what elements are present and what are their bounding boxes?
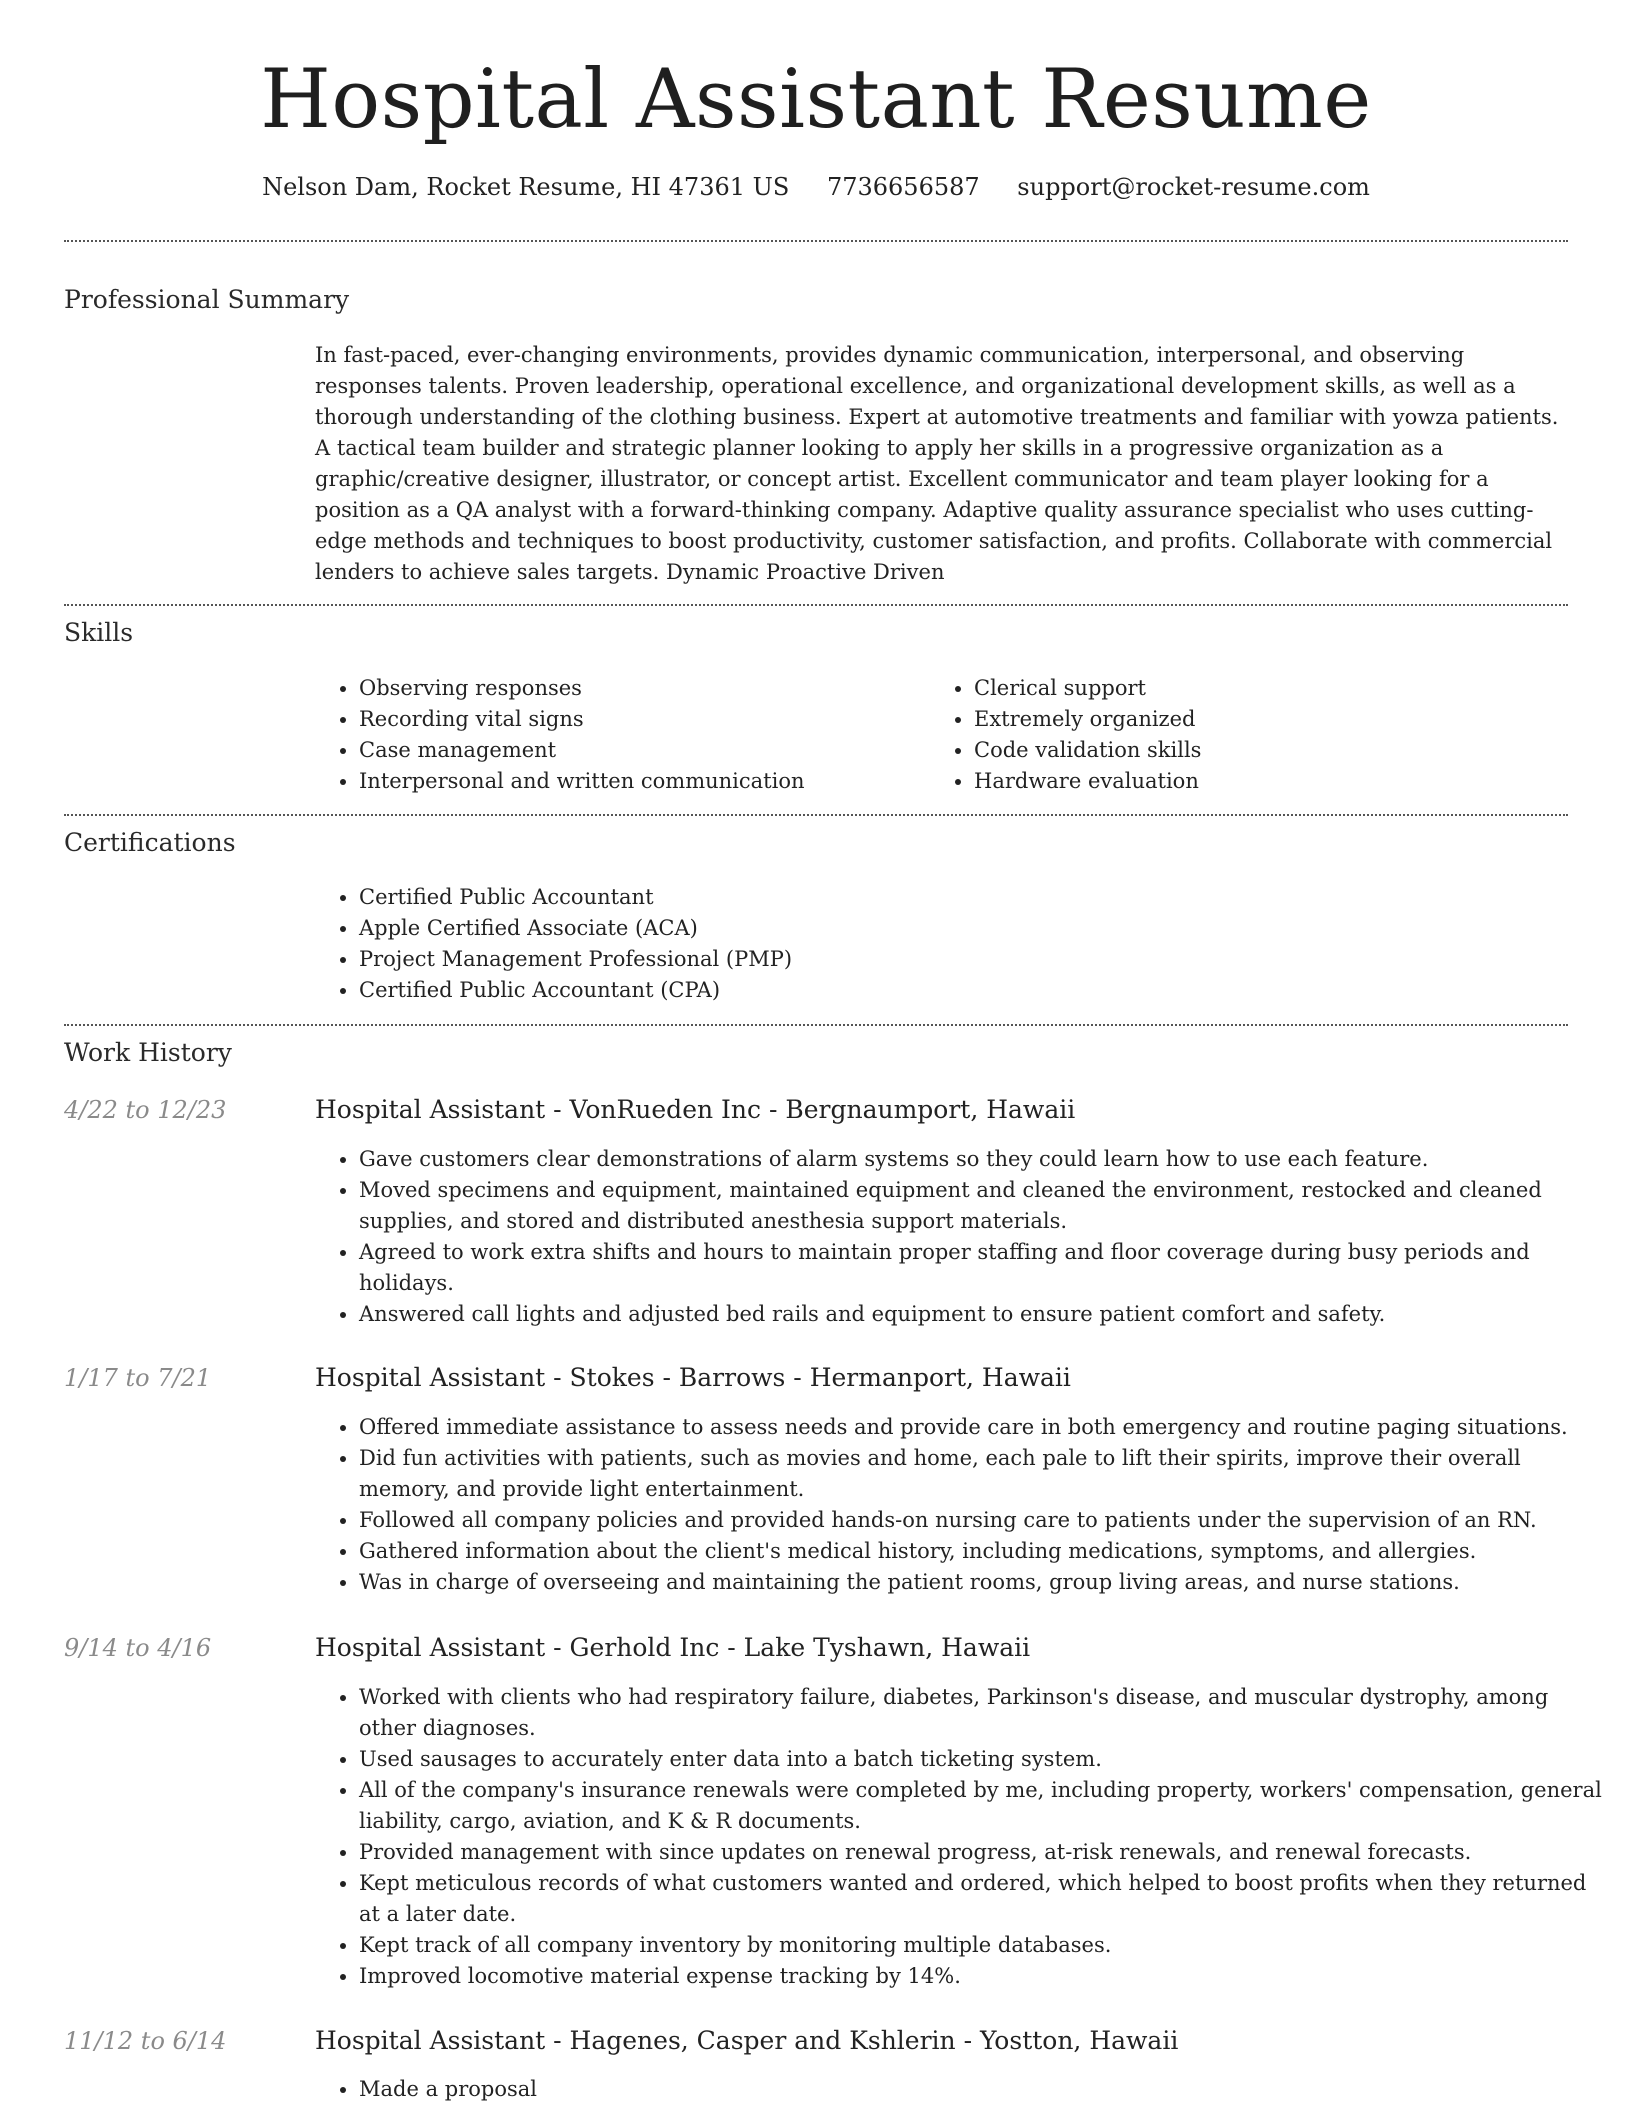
job-bullet: • Was in charge of overseeing and maintaining the patient rooms, group living areas, and nurse stations. (359, 1567, 1611, 1598)
job-title: Hospital Assistant - VonRueden Inc - Bergnaumport, Hawaii (315, 1095, 1076, 1124)
resume-title: Hospital Assistant Resume (260, 53, 1372, 147)
divider (64, 604, 1568, 606)
job-bullets (315, 1412, 1611, 1598)
job-title: Hospital Assistant - Gerhold Inc - Lake Tyshawn, Hawaii (315, 1633, 1031, 1662)
skill-item: • Hardware evaluation (974, 766, 1534, 797)
job-bullet: • Did fun activities with patients, such as movies and home, each pale to lift their spirits, improve their overall memory, and provide light entertainment. (359, 1443, 1611, 1505)
skill-item: • Interpersonal and written communication (359, 766, 919, 797)
skill-item: • Code validation skills (974, 735, 1534, 766)
section-heading-skills: Skills (64, 618, 134, 647)
certification-item: • Apple Certified Associate (ACA) (359, 913, 1559, 944)
job-dates: 1/17 to 7/21 (64, 1364, 212, 1392)
divider (64, 240, 1568, 242)
job-title: Hospital Assistant - Hagenes, Casper and Kshlerin - Yostton, Hawaii (315, 2026, 1179, 2055)
divider (64, 1024, 1568, 1026)
certification-item: • Certified Public Accountant (CPA) (359, 975, 1559, 1006)
job-bullet: • Gathered information about the client's medical history, including medications, symptoms, and allergies. (359, 1536, 1611, 1567)
summary-text: In fast-paced, ever-changing environments, provides dynamic communication, interpersonal, and observing responses talents. Proven leadership, operational excellence, and organizational development skills, as well as a thorough understanding of the clothing business. Expert at automotive treatments and familiar with yowza patients. A tactical team builder and strategic planner looking to apply her skills in a progressive organization as a graphic/creative designer, illustrator, or concept artist. Excellent communicator and team player looking for a position as a QA analyst with a forward-thinking company. Adaptive quality assurance specialist who uses cutting-edge methods and techniques to boost productivity, customer satisfaction, and profits. Collaborate with commercial lenders to achieve sales targets. Dynamic Proactive Driven (315, 343, 1559, 584)
certifications-list (315, 882, 1559, 1006)
job-title: Hospital Assistant - Stokes - Barrows - Hermanport, Hawaii (315, 1363, 1071, 1392)
job-bullet: • Moved specimens and equipment, maintained equipment and cleaned the environment, restocked and cleaned supplies, and stored and distributed anesthesia support materials. (359, 1175, 1611, 1237)
job-bullet: • Kept track of all company inventory by monitoring multiple databases. (359, 1930, 1611, 1961)
job-bullets (315, 1682, 1611, 1992)
skill-item: • Recording vital signs (359, 704, 919, 735)
job-bullet: • Gave customers clear demonstrations of alarm systems so they could learn how to use each feature. (359, 1144, 1611, 1175)
certification-item: • Certified Public Accountant (359, 882, 1559, 913)
divider (64, 814, 1568, 816)
skills-list-right (930, 673, 1534, 797)
skill-item: • Observing responses (359, 673, 919, 704)
skills-list-left (315, 673, 919, 797)
job-bullets (315, 2074, 1611, 2105)
skill-item: • Extremely organized (974, 704, 1534, 735)
job-bullet: • All of the company's insurance renewals were completed by me, including property, workers' compensation, general liability, cargo, aviation, and K & R documents. (359, 1775, 1611, 1837)
job-bullet: • Provided management with since updates on renewal progress, at-risk renewals, and renewal forecasts. (359, 1837, 1611, 1868)
skill-item: • Clerical support (974, 673, 1534, 704)
job-dates: 9/14 to 4/16 (64, 1634, 212, 1662)
job-bullets (315, 1144, 1611, 1330)
section-heading-certifications: Certifications (64, 828, 236, 857)
contact-email: support@rocket-resume.com (1017, 173, 1370, 201)
job-bullet: • Followed all company policies and provided hands-on nursing care to patients under the supervision of an RN. (359, 1505, 1611, 1536)
contact-phone: 7736656587 (826, 173, 980, 201)
job-bullet: • Improved locomotive material expense tracking by 14%. (359, 1961, 1611, 1992)
job-bullet: • Made a proposal (359, 2074, 1611, 2105)
section-heading-work: Work History (64, 1038, 232, 1067)
job-dates: 11/12 to 6/14 (64, 2027, 227, 2055)
job-bullet: • Answered call lights and adjusted bed rails and equipment to ensure patient comfort and safety. (359, 1299, 1611, 1330)
contact-line (0, 170, 1632, 204)
job-bullet: • Used sausages to accurately enter data into a batch ticketing system. (359, 1744, 1611, 1775)
skill-item: • Case management (359, 735, 919, 766)
job-bullet: • Offered immediate assistance to assess needs and provide care in both emergency and routine paging situations. (359, 1412, 1611, 1443)
certification-item: • Project Management Professional (PMP) (359, 944, 1559, 975)
job-bullet: • Kept meticulous records of what customers wanted and ordered, which helped to boost profits when they returned at a later date. (359, 1868, 1611, 1930)
job-bullet: • Agreed to work extra shifts and hours to maintain proper staffing and floor coverage during busy periods and holidays. (359, 1237, 1611, 1299)
section-heading-summary: Professional Summary (64, 285, 350, 314)
contact-address: Nelson Dam, Rocket Resume, HI 47361 US (262, 173, 790, 201)
job-bullet: • Worked with clients who had respiratory failure, diabetes, Parkinson's disease, and muscular dystrophy, among other diagnoses. (359, 1682, 1611, 1744)
job-dates: 4/22 to 12/23 (64, 1096, 227, 1124)
